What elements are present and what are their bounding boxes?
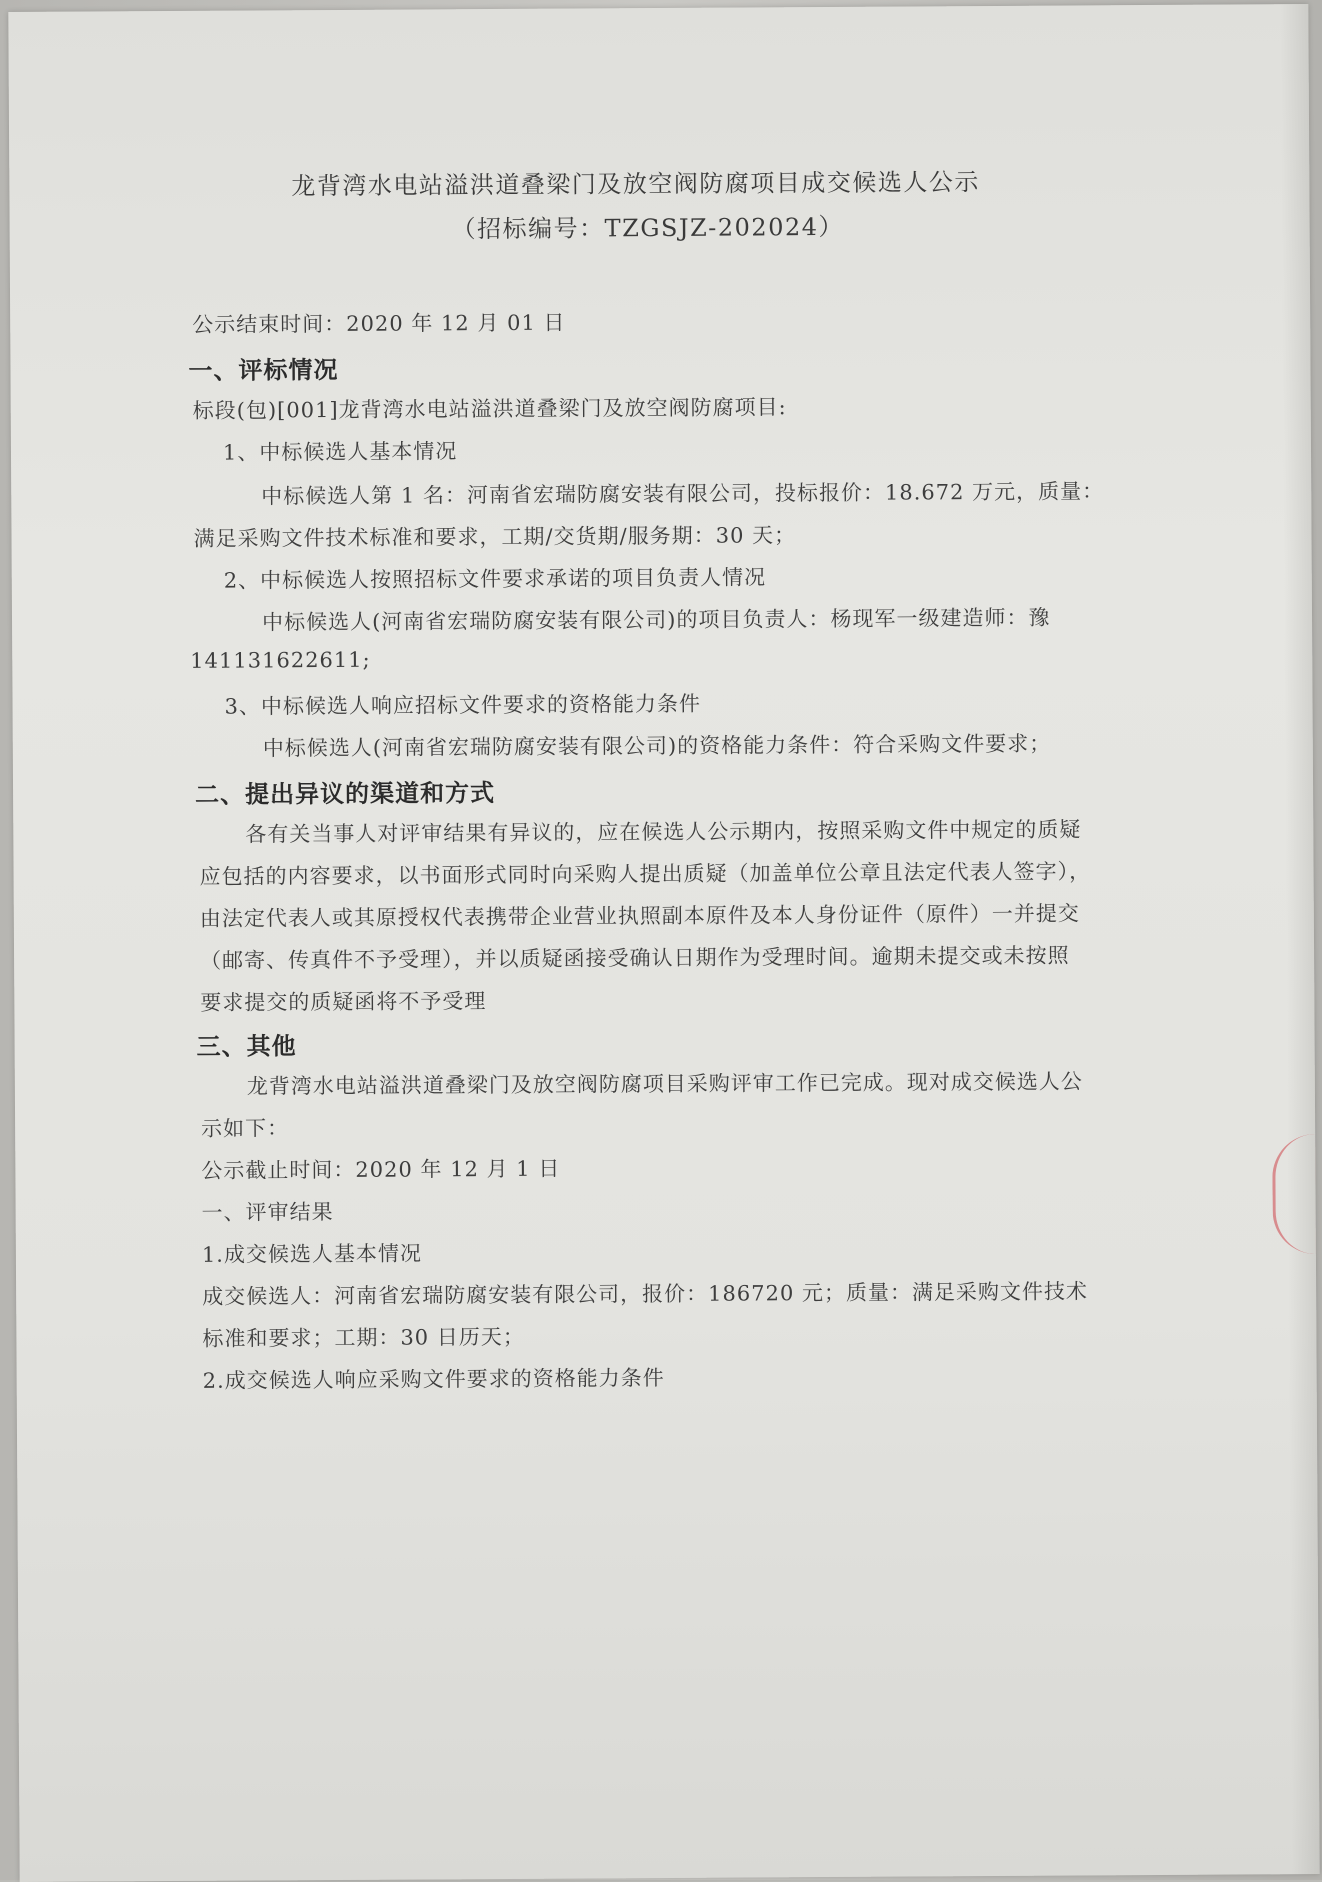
section3-heading: 三、其他 (196, 1031, 297, 1061)
section2-heading: 二、提出异议的渠道和方式 (194, 778, 496, 809)
other-line-2: 示如下： (201, 1116, 290, 1141)
item1-line2: 满足采购文件技术标准和要求，工期/交货期/服务期：30 天； (193, 523, 797, 551)
document-title: 龙背湾水电站溢洪道叠梁门及放空阀防腐项目成交候选人公示 (291, 168, 980, 201)
item2-line1: 中标候选人(河南省宏瑞防腐安装有限公司)的项目负责人：杨现军一级建造师：豫 (261, 605, 1051, 635)
section1-heading: 一、评标情况 (188, 354, 339, 385)
deadline-line: 公示截止时间：2020 年 12 月 1 日 (201, 1156, 561, 1183)
item2-line2: 141131622611; (190, 647, 371, 673)
item1-title: 1、中标候选人基本情况 (222, 439, 458, 465)
item2-title: 2、中标候选人按照招标文件要求承诺的项目负责人情况 (223, 565, 767, 593)
announce-end-time: 公示结束时间：2020 年 12 月 01 日 (192, 310, 566, 337)
item3-line1: 中标候选人(河南省宏瑞防腐安装有限公司)的资格能力条件：符合采购文件要求； (262, 731, 1052, 761)
objection-line-2: 应包括的内容要求，以书面形式同时向采购人提出质疑（加盖单位公章且法定代表人签字）， (199, 859, 1092, 889)
objection-line-1: 各有关当事人对评审结果有异议的，应在候选人公示期内，按照采购文件中规定的质疑 (245, 817, 1082, 847)
item3-title: 3、中标候选人响应招标文件要求的资格能力条件 (224, 691, 701, 719)
review-line1: 成交候选人：河南省宏瑞防腐安装有限公司，报价：186720 元；质量：满足采购文件技术 (202, 1279, 1089, 1309)
other-line-1: 龙背湾水电站溢洪道叠梁门及放空阀防腐项目采购评审工作已完成。现对成交候选人公 (246, 1069, 1083, 1099)
lot-line: 标段(包)[001]龙背湾水电站溢洪道叠梁门及放空阀防腐项目: (192, 395, 787, 423)
document-page (8, 4, 1319, 1882)
objection-line-4: （邮寄、传真件不予受理），并以质疑函接受确认日期作为受理时间。逾期未提交或未按照 (200, 943, 1070, 973)
review-item1: 1.成交候选人基本情况 (201, 1241, 423, 1267)
red-seal-fragment (1272, 1134, 1316, 1254)
objection-line-5: 要求提交的质疑函将不予受理 (200, 989, 487, 1015)
item1-line1: 中标候选人第 1 名：河南省宏瑞防腐安装有限公司，投标报价：18.672 万元，质量： (261, 479, 1105, 509)
review-item2: 2.成交候选人响应采购文件要求的资格能力条件 (202, 1366, 665, 1393)
review-line2: 标准和要求；工期：30 日历天； (202, 1324, 525, 1351)
review-heading: 一、评审结果 (201, 1200, 334, 1225)
tender-number: （招标编号：TZGSJZ-202024） (451, 212, 845, 244)
objection-line-3: 由法定代表人或其原授权代表携带企业营业执照副本原件及本人身份证件（原件）一并提交 (199, 901, 1080, 931)
